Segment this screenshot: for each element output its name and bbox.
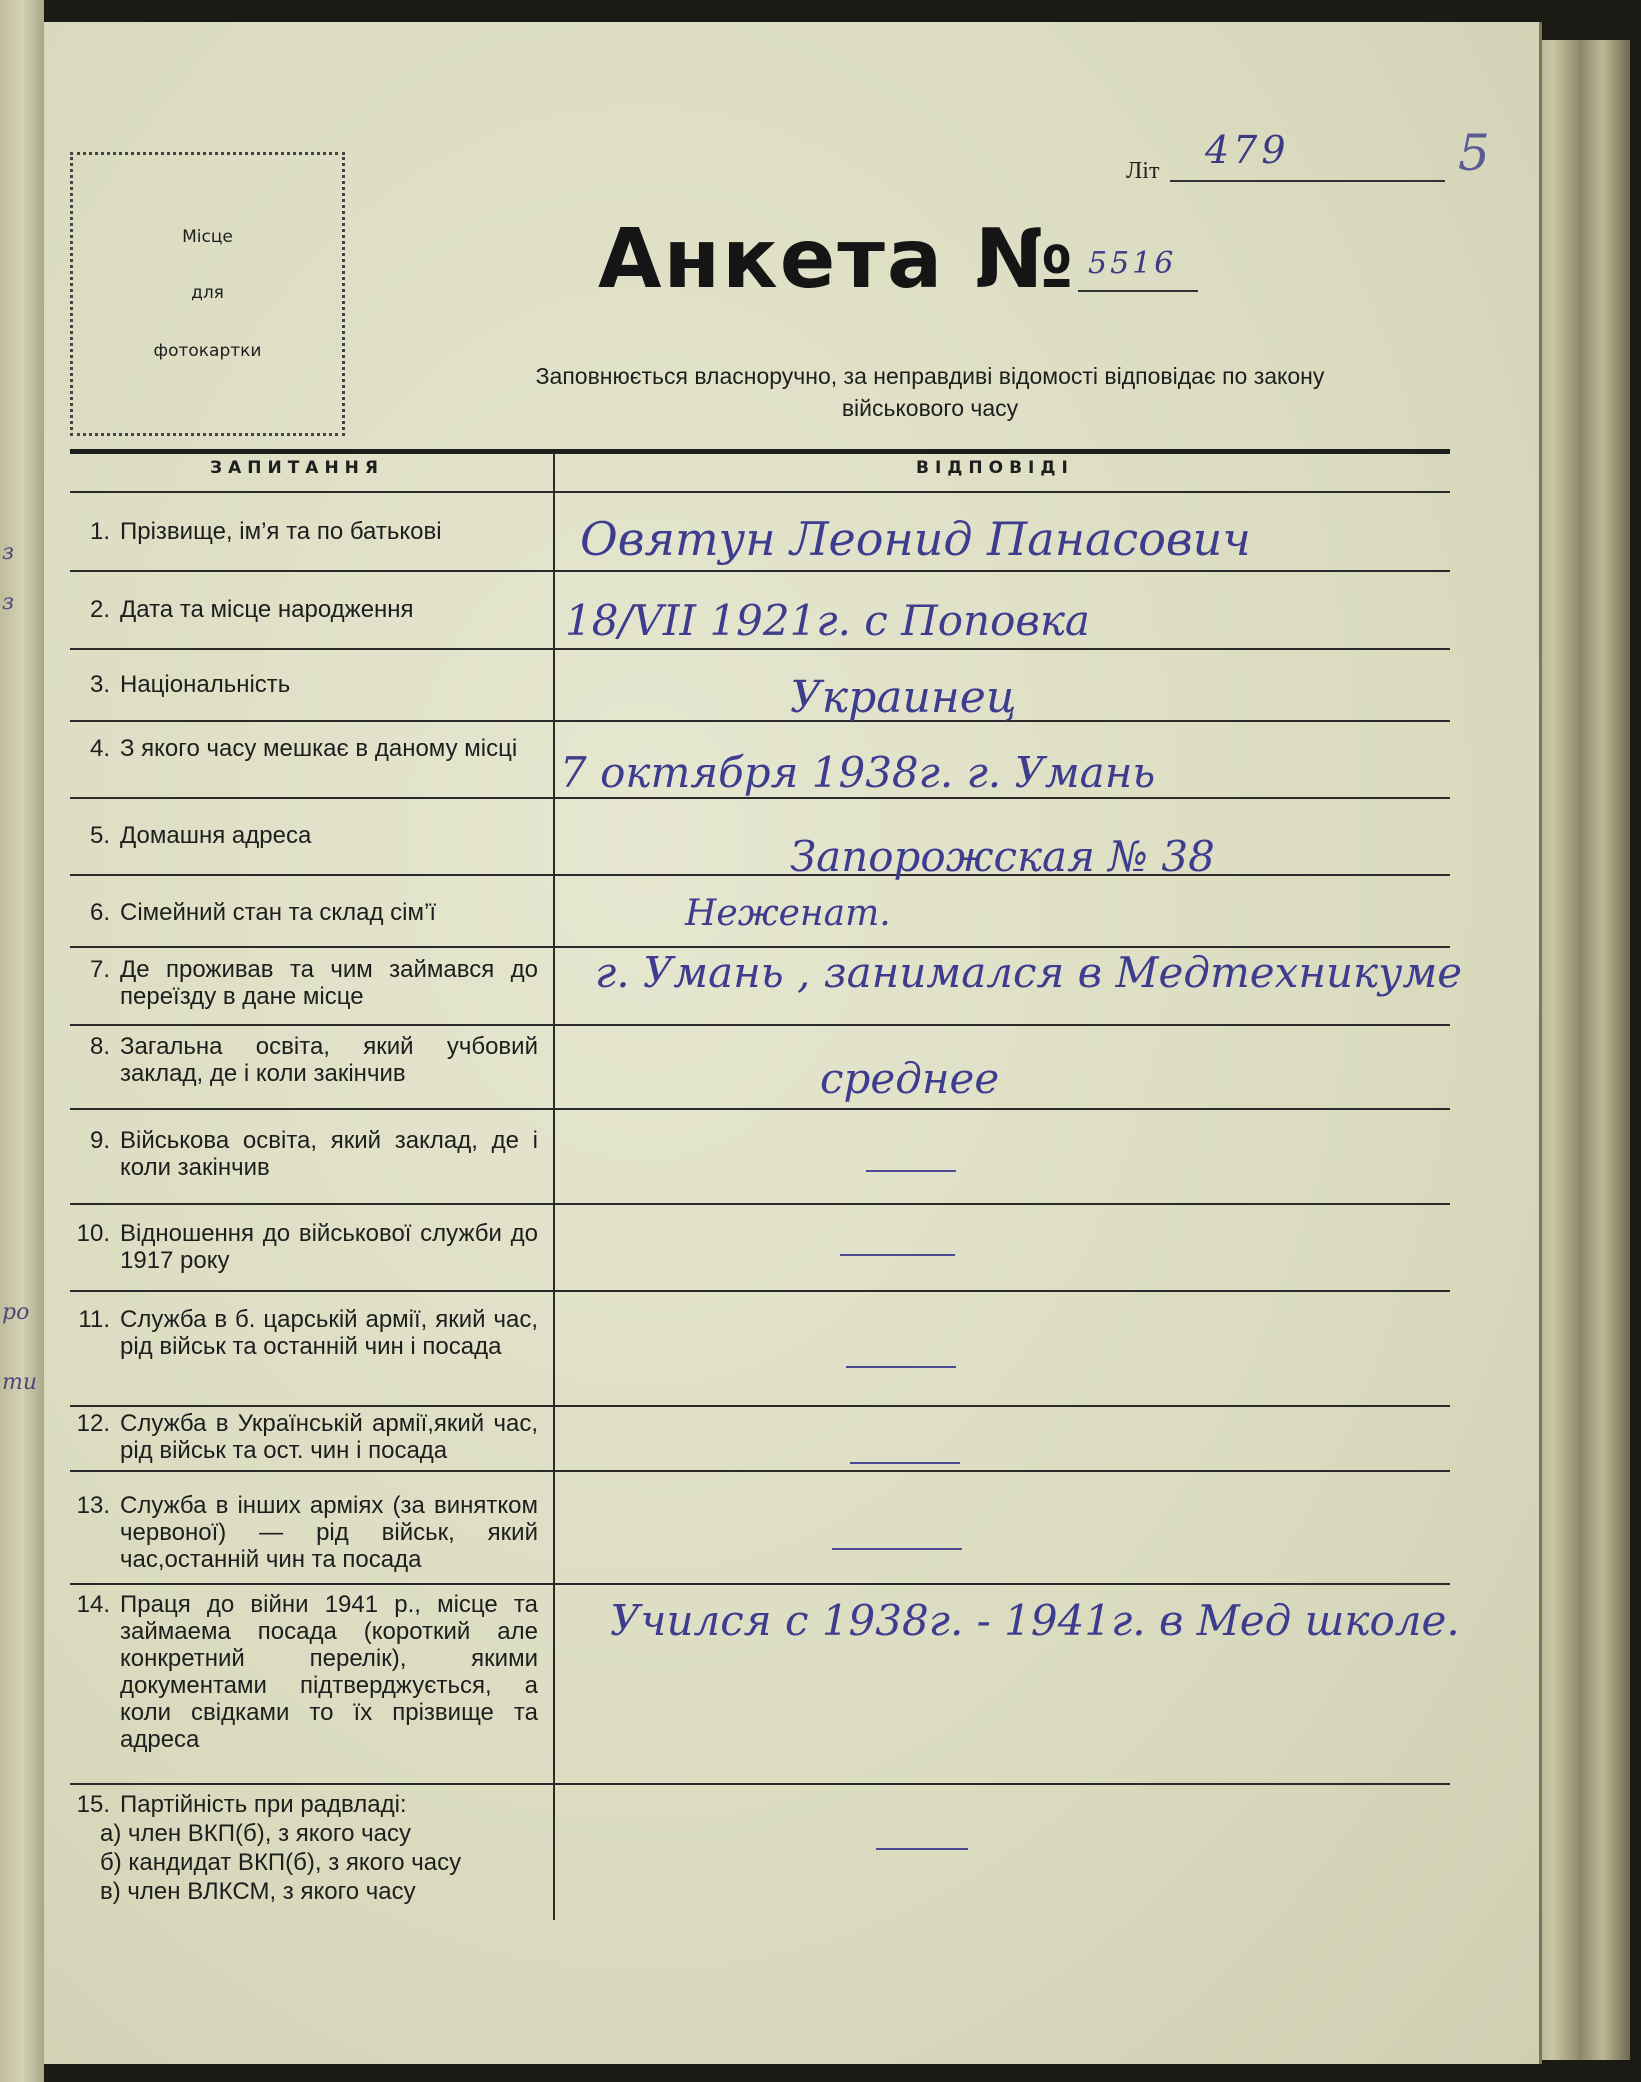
question-number: 11. (78, 1306, 110, 1333)
question-text: Національність (120, 671, 291, 698)
empty-answer-dash (850, 1462, 960, 1464)
document-title: Анкета № (598, 212, 1076, 307)
empty-answer-dash (832, 1548, 962, 1550)
row-divider (70, 1108, 1450, 1110)
question-text: Відношення до військової служби до 1917 року (120, 1220, 538, 1274)
answer-residence-since: 7 октября 1938г. г. Умань (560, 748, 1156, 797)
question-text: Домашня адреса (120, 822, 312, 849)
margin-note: з (2, 540, 14, 565)
question-text: Служба в б. царській армії, який час, рід військ та останній чин і посада (120, 1306, 538, 1360)
column-divider (553, 452, 555, 1920)
row-divider (70, 720, 1450, 722)
question-row (70, 596, 548, 623)
table-top-rule (70, 449, 1450, 454)
question-row (70, 1306, 548, 1360)
question-text: Служба в інших арміях (за винятком червоної) — рід військ, який час,останній чин та посада (120, 1492, 538, 1573)
question-subitem: а) член ВКП(б), з якого часу (100, 1820, 411, 1847)
question-row (70, 1220, 548, 1274)
margin-note: з (2, 590, 14, 615)
question-number: 10. (76, 1220, 110, 1247)
question-row (70, 1033, 548, 1087)
question-number: 4. (89, 735, 110, 762)
instructions-text (360, 360, 1500, 424)
row-divider (70, 1583, 1450, 1585)
photo-box-text: Місце (182, 227, 233, 247)
question-row (70, 1591, 548, 1753)
row-divider (70, 1290, 1450, 1292)
answer-previous-residence: г. Умань , занимался в Медтехникуме (595, 948, 1463, 997)
lit-value: 479 (1205, 128, 1290, 172)
question-number: 1. (89, 518, 110, 545)
question-number: 9. (89, 1127, 110, 1154)
title-number-underline (1078, 290, 1198, 292)
answer-general-education: среднее (820, 1054, 1000, 1103)
question-number: 15. (76, 1791, 110, 1818)
question-text: Військова освіта, який заклад, де і коли закінчив (120, 1127, 538, 1181)
question-text: Служба в Українській армії,який час, рід військ та ост. чин і посада (120, 1410, 538, 1464)
empty-answer-dash (866, 1170, 956, 1172)
question-row (70, 956, 548, 1010)
margin-note: ти (2, 1370, 38, 1395)
question-number: 12. (76, 1410, 110, 1437)
question-text: Загальна освіта, який учбовий заклад, де і коли закінчив (120, 1033, 538, 1087)
answer-birth: 18/VII 1921г. с Поповка (565, 596, 1090, 645)
instructions-line: Заповнюється власноручно, за неправдиві відомості відповідає по закону (535, 363, 1325, 389)
adjacent-page-edge (0, 0, 44, 2082)
empty-answer-dash (876, 1848, 968, 1850)
title-number: 5516 (1088, 246, 1177, 281)
photo-placeholder-box (70, 152, 345, 436)
question-row (70, 671, 548, 698)
row-divider (70, 874, 1450, 876)
answer-prewar-work: Учился с 1938г. - 1941г. в Мед школе. (610, 1596, 1460, 1645)
margin-note: ро (2, 1300, 30, 1325)
question-text: Прізвище, ім’я та по батькові (120, 518, 442, 545)
question-text: Сімейний стан та склад сім’ї (120, 899, 437, 926)
question-row (70, 518, 548, 545)
column-header-questions: ЗАПИТАННЯ (210, 458, 384, 478)
row-divider (70, 1203, 1450, 1205)
row-divider (70, 491, 1450, 493)
question-row (70, 822, 548, 849)
photo-box-text: для (191, 283, 224, 303)
instructions-line: військового часу (841, 395, 1019, 421)
question-text: З якого часу мешкає в даному місці (120, 735, 518, 762)
question-text: Де проживав та чим займався до переїзду в дане місце (120, 956, 538, 1010)
lit-underline (1170, 180, 1445, 182)
question-text: Партійність при радвладі: (120, 1791, 407, 1818)
question-number: 2. (89, 596, 110, 623)
question-text: Праця до війни 1941 р., місце та займаема посада (короткий але конкретний перелік), якими документами підтверджується, а коли свідками то їх прізвище та адреса (120, 1591, 538, 1753)
question-text: Дата та місце народження (120, 596, 414, 623)
answer-nationality: Украинец (790, 672, 1017, 723)
question-number: 5. (89, 822, 110, 849)
row-divider (70, 570, 1450, 572)
question-subitem: б) кандидат ВКП(б), з якого часу (100, 1849, 462, 1876)
answer-family-status: Неженат. (685, 893, 891, 934)
column-header-answers: ВІДПОВІДІ (916, 458, 1074, 478)
row-divider (70, 648, 1450, 650)
answer-home-address: Запорожская № 38 (790, 832, 1215, 881)
row-divider (70, 1024, 1450, 1026)
row-divider (70, 1405, 1450, 1407)
question-number: 13. (76, 1492, 110, 1519)
question-row (70, 1492, 548, 1573)
question-subitem: в) член ВЛКСМ, з якого часу (100, 1878, 416, 1905)
question-number: 3. (89, 671, 110, 698)
question-number: 14. (76, 1591, 110, 1618)
sheet-number: 5 (1458, 124, 1490, 182)
row-divider (70, 797, 1450, 799)
question-row (70, 1791, 548, 1818)
question-number: 6. (89, 899, 110, 926)
row-divider (70, 1470, 1450, 1472)
question-row (70, 735, 548, 762)
empty-answer-dash (840, 1254, 955, 1256)
question-number: 8. (89, 1033, 110, 1060)
photo-box-text: фотокартки (153, 341, 262, 361)
question-row (70, 899, 548, 926)
empty-answer-dash (846, 1366, 956, 1368)
question-number: 7. (89, 956, 110, 983)
question-row (70, 1410, 548, 1464)
lit-label: Літ (1126, 158, 1160, 184)
row-divider (70, 1783, 1450, 1785)
question-row (70, 1127, 548, 1181)
answer-full-name: Овятун Леонид Панасович (580, 512, 1251, 566)
